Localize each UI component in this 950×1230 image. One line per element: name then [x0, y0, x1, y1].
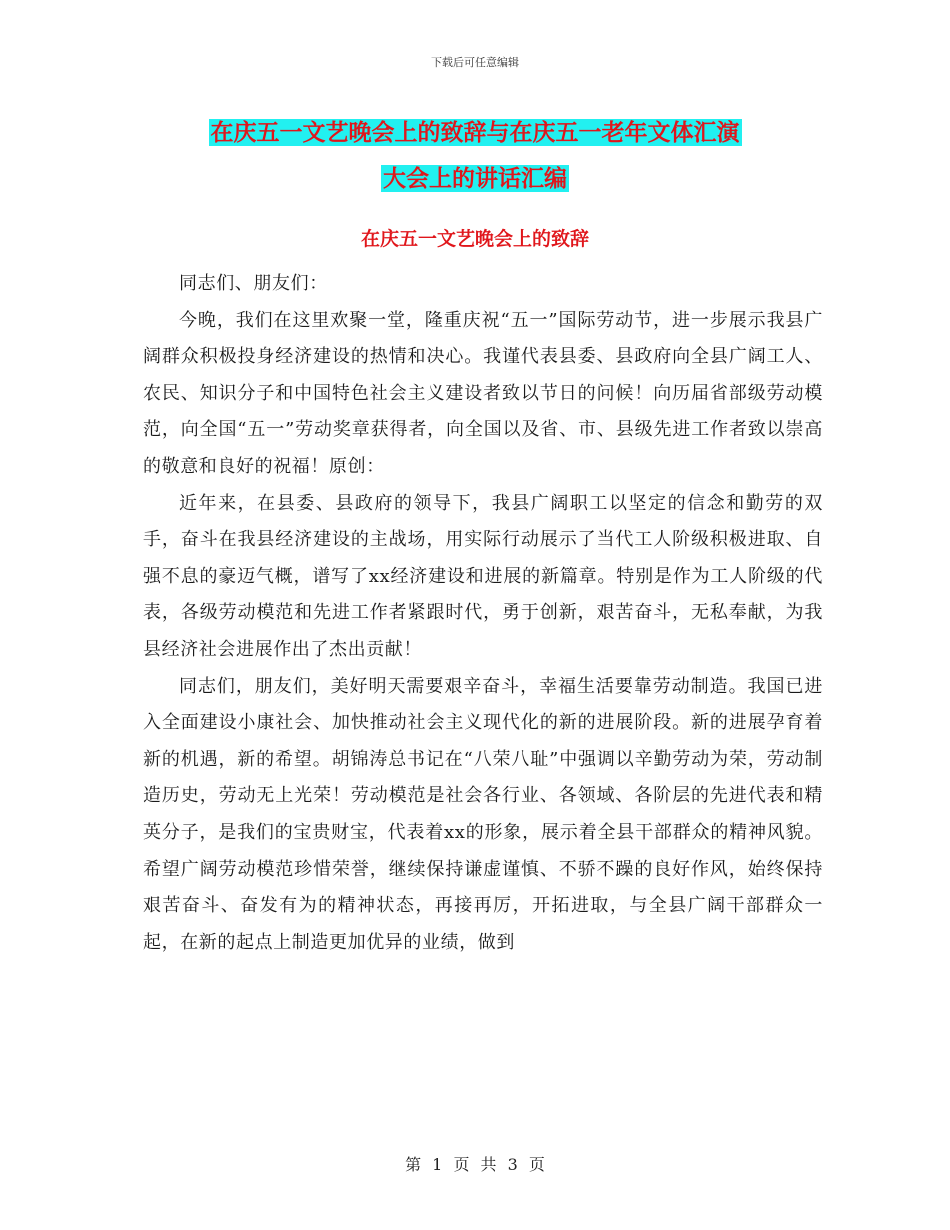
paragraph-salutation: 同志们、朋友们： [179, 273, 328, 294]
header-note: 下载后可任意编辑 [431, 56, 519, 69]
paragraph: 近年来，在县委、县政府的领导下，我县广阔职工以坚定的信念和勤劳的双手，奋斗在我县经济建设的主战场，用实际行动展示了当代工人阶级积极进取、自强不息的豪迈气概，谱写了xx经济建设和进展的新篇章。特别是作为工人阶级的代表，各级劳动模范和先进工作者紧跟时代，勇于创新，艰苦奋斗，无私奉献，为我县经济社会进展作出了杰出贡献！ [143, 492, 823, 660]
section-title: 在庆五一文艺晚会上的致辞 [360, 228, 589, 250]
paragraph: 同志们，朋友们，美好明天需要艰辛奋斗，幸福生活要靠劳动制造。我国已进入全面建设小康社会、加快推动社会主义现代化的新的进展阶段。新的进展孕育着新的机遇，新的希望。胡锦涛总书记在“八荣八耻”中强调以辛勤劳动为荣，劳动制造历史，劳动无上光荣！劳动模范是社会各行业、各领域、各阶层的先进代表和精英分子，是我们的宝贵财宝，代表着xx的形象，展示着全县干部群众的精神风貌。希望广阔劳动模范珍惜荣誉，继续保持谦虚谨慎、不骄不躁的良好作风，始终保持艰苦奋斗、奋发有为的精神状态，再接再厉，开拓进取，与全县广阔干部群众一起，在新的起点上制造更加优异的业绩，做到 [143, 675, 823, 953]
title-line-2 [0, 156, 950, 202]
body-text [143, 266, 823, 961]
paragraph: 今晚，我们在这里欢聚一堂，隆重庆祝“五一”国际劳动节，进一步展示我县广阔群众积极投身经济建设的热情和决心。我谨代表县委、县政府向全县广阔工人、农民、知识分子和中国特色社会主义建设者致以节日的问候！向历届省部级劳动模范，向全国“五一”劳动奖章获得者，向全国以及省、市、县级先进工作者致以崇高的敬意和良好的祝福！原创： [143, 309, 823, 477]
title-line-1-text: 在庆五一文艺晚会上的致辞与在庆五一老年文体汇演 [210, 119, 740, 146]
page-footer: 第 1 页 共 3 页 [405, 1155, 545, 1174]
document-title [0, 110, 950, 202]
title-line-1 [0, 110, 950, 156]
title-line-2-text: 大会上的讲话汇编 [383, 165, 567, 192]
